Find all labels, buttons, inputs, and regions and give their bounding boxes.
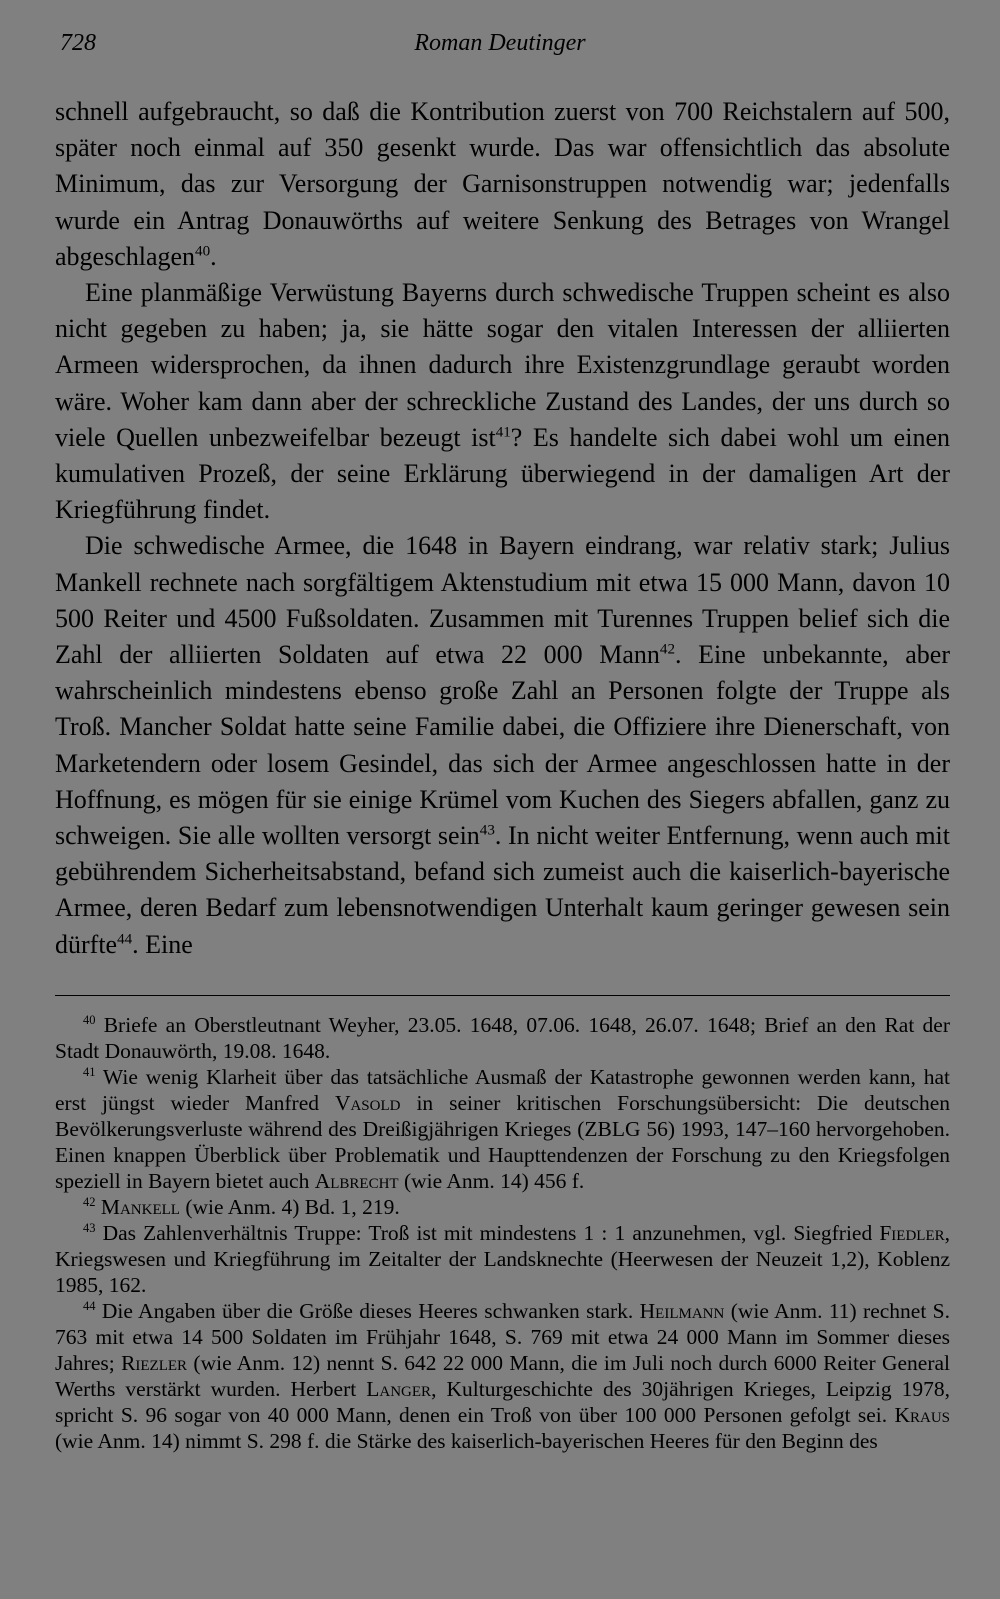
- footnote-41: $^{41}$ Wie wenig Klarheit über das tatsächliche Ausmaß der Katastrophe gewonnen werden kann, hat erst jüngst wieder Manfred Vasold in seiner kritischen Forschungsübersicht: Die deutschen Bevölkerungsverluste während des Dreißigjährigen Krieges (ZBLG 56) 1993, 147–160 hervorgehoben. Einen knappen Überblick über Problematik und Haupttendenzen der Forschung zu den Kriegsfolgen speziell in Bayern bietet auch Albrecht (wie Anm. 14) 456 f.: [55, 1064, 950, 1193]
- footnote-ref-44: 44: [117, 931, 133, 948]
- footnote-separator: [55, 995, 950, 996]
- author-name: Kraus: [894, 1403, 950, 1427]
- footnote-43: $^{43}$ Das Zahlenverhältnis Truppe: Troß ist mit mindestens 1 : 1 anzunehmen, vgl. Siegfried Fiedler, Kriegswesen und Kriegführung im Zeitalter der Landsknechte (Heerwesen der Neuzeit 1,2), Koblenz 1985, 162.: [55, 1220, 950, 1297]
- footnote-ref-43: 43: [479, 822, 495, 839]
- footnote-number: 43: [83, 1220, 96, 1235]
- author-name: Langer: [366, 1377, 432, 1401]
- author-name: Heilmann: [639, 1299, 725, 1323]
- footnote-44: $^{44}$ Die Angaben über die Größe dieses Heeres schwanken stark. Heilmann (wie Anm. 11) rechnet S. 763 mit etwa 14 500 Soldaten im Frühjahr 1648, S. 769 mit etwa 24 000 Mann im Sommer dieses Jahres; Riezler (wie Anm. 12) nennt S. 642 22 000 Mann, die im Juli noch durch 6000 Reiter General Werths verstärkt wurden. Herbert Langer, Kulturgeschichte des 30jährigen Krieges, Leipzig 1978, spricht S. 96 sogar von 40 000 Mann, denen ein Troß von über 100 000 Personen gefolgt sei. Kraus (wie Anm. 14) nimmt S. 298 f. die Stärke des kaiserlich-bayerischen Heeres für den Beginn des: [55, 1298, 951, 1453]
- paragraph-2: Eine planmäßige Verwüstung Bayerns durch schwedische Truppen scheint es also nicht gegeben zu haben; ja, sie hätte sogar den vitalen Interessen der alliierten Armeen widersprochen, da ihnen dadurch ihre Existenzgrundlage geraubt worden wäre. Woher kam dann aber der schreckliche Zustand des Landes, der uns durch so viele Quellen unbezweifelbar bezeugt ist$^{41}$? Es handelte sich dabei wohl um einen kumulativen Prozeß, der seine Erklärung überwiegend in der damaligen Art der Kriegführung findet.: [55, 278, 950, 525]
- paragraph-3: Die schwedische Armee, die 1648 in Bayern eindrang, war relativ stark; Julius Mankell rechnete nach sorgfältigem Aktenstudium mit etwa 15 000 Mann, davon 10 500 Reiter und 4500 Fußsoldaten. Zusammen mit Turennes Truppen belief sich die Zahl der alliierten Soldaten auf etwa 22 000 Mann$^{42}$. Eine unbekannte, aber wahrscheinlich mindestens ebenso große Zahl an Personen folgte der Truppe als Troß. Mancher Soldat hatte seine Familie dabei, die Offiziere ihre Dienerschaft, von Marketendern oder losem Gesindel, das sich der Armee angeschlossen hatte in der Hoffnung, es mögen für sie einige Krümel vom Kuchen des Siegers abfallen, ganz zu schweigen. Sie alle wollten versorgt sein$^{43}$. In nicht weiter Entfernung, wenn auch mit gebührendem Sicherheitsabstand, befand sich zumeist auch die kaiserlich-bayerische Armee, deren Bedarf zum lebensnotwendigen Unterhalt kaum geringer gewesen sein dürfte$^{44}$. Eine: [55, 531, 950, 959]
- author-name: Mankell: [100, 1195, 180, 1219]
- footnote-40: $^{40}$ Briefe an Oberstleutnant Weyher, 23.05. 1648, 07.06. 1648, 26.07. 1648; Brief an den Rat der Stadt Donauwörth, 19.08. 1648.: [55, 1012, 950, 1063]
- page-number: 728: [60, 30, 96, 56]
- footnote-number: 41: [83, 1064, 96, 1079]
- footnote-number: 42: [83, 1194, 96, 1209]
- footnote-number: 40: [83, 1012, 96, 1027]
- running-title: Roman Deutinger: [414, 30, 586, 56]
- footnote-ref-42: 42: [659, 641, 675, 658]
- paragraph-1: schnell aufgebraucht, so daß die Kontribution zuerst von 700 Reichstalern auf 500, später noch einmal auf 350 gesenkt wurde. Das war offensichtlich das absolute Minimum, das zur Versorgung der Garnisonstruppen notwendig war; jedenfalls wurde ein Antrag Donauwörths auf weitere Senkung des Betrages von Wrangel abgeschlagen$^{40}$.: [55, 97, 950, 271]
- main-text: [55, 94, 950, 963]
- author-name: Albrecht: [314, 1169, 399, 1193]
- footnote-number: 44: [83, 1298, 96, 1313]
- author-name: Vasold: [334, 1091, 401, 1115]
- author-name: Fiedler: [879, 1221, 945, 1245]
- footnote-ref-41: 41: [495, 424, 511, 441]
- running-header: [60, 30, 940, 64]
- footnote-42: $^{42}$ Mankell (wie Anm. 4) Bd. 1, 219.: [83, 1194, 400, 1219]
- author-name: Riezler: [121, 1351, 188, 1375]
- footnote-ref-40: 40: [195, 243, 211, 260]
- footnotes: [55, 1012, 950, 1454]
